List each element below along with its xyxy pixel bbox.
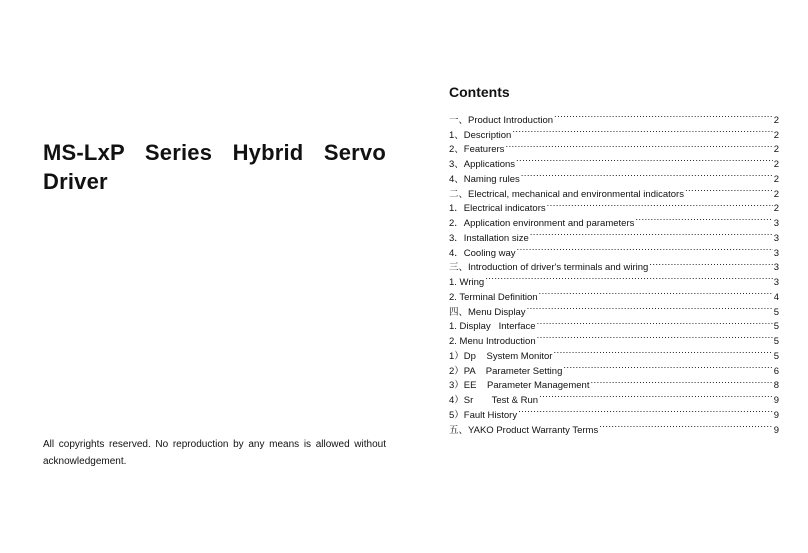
contents-heading: Contents [449, 84, 510, 100]
toc-entry-label: 四、Menu Display [449, 306, 526, 318]
toc-page-number: 9 [773, 409, 779, 421]
toc-entry-label: 4、Naming rules [449, 173, 520, 185]
toc-entry-label: 4．Cooling way [449, 247, 516, 259]
toc-dot-leader [634, 211, 772, 226]
toc-dot-leader [529, 226, 773, 241]
toc-entry[interactable] [449, 270, 779, 288]
toc-dot-leader [504, 138, 772, 153]
toc-dot-leader [684, 182, 773, 197]
toc-entry[interactable] [449, 108, 779, 126]
toc-dot-leader [511, 123, 772, 138]
toc-entry-label: 3）EE Parameter Management [449, 380, 590, 392]
toc-entry-label: 5）Fault History [449, 409, 518, 421]
toc-dot-leader [598, 418, 772, 433]
toc-page-number: 4 [773, 291, 779, 303]
toc-entry-label: 一、Product Introduction [449, 114, 554, 126]
toc-page-number: 6 [773, 365, 779, 377]
toc-dot-leader [517, 403, 773, 418]
toc-dot-leader [515, 152, 773, 167]
toc-dot-leader [589, 374, 772, 389]
toc-page-number: 5 [773, 350, 779, 362]
toc-page-number: 2 [773, 159, 779, 170]
toc-page-number: 9 [773, 395, 779, 406]
copyright-notice: All copyrights reserved. No reproduction by any means is allowed without acknowledgement. [43, 439, 386, 467]
toc-page-number: 3 [773, 218, 779, 229]
toc-entry-label: 3．Installation size [449, 232, 529, 244]
toc-page-number: 2 [773, 203, 779, 215]
toc-entry-label: 1. Display Interface [449, 321, 536, 333]
toc-dot-leader [484, 270, 773, 285]
toc-dot-leader [546, 197, 773, 212]
toc-page-number: 5 [773, 336, 779, 347]
toc-page-number: 9 [773, 424, 779, 436]
toc-dot-leader [536, 315, 773, 330]
toc-entry-label: 2．Application environment and parameters [449, 218, 635, 229]
table-of-contents [449, 108, 779, 436]
toc-page-number: 3 [773, 232, 779, 244]
toc-dot-leader [562, 359, 772, 374]
toc-page-number: 5 [773, 321, 779, 333]
right-page [449, 0, 779, 553]
toc-entry-label: 2、Featurers [449, 144, 505, 156]
toc-entry-label: 1．Electrical indicators [449, 203, 546, 215]
toc-entry-label: 1. Wring [449, 277, 485, 288]
document-title: MS-LxP Series Hybrid Servo Driver [43, 140, 386, 194]
toc-page-number: 8 [773, 380, 779, 392]
toc-dot-leader [526, 300, 773, 315]
toc-dot-leader [648, 256, 772, 271]
toc-dot-leader [536, 329, 773, 344]
toc-page-number: 3 [773, 247, 779, 259]
toc-entry-label: 五、YAKO Product Warranty Terms [449, 424, 599, 436]
toc-dot-leader [553, 108, 773, 123]
toc-page-number: 2 [773, 144, 779, 156]
toc-dot-leader [520, 167, 773, 182]
toc-dot-leader [538, 388, 773, 403]
toc-entry-label: 1）Dp System Monitor [449, 350, 553, 362]
toc-dot-leader [538, 285, 773, 300]
toc-page-number: 2 [773, 114, 779, 126]
toc-page-number: 2 [773, 173, 779, 185]
toc-entry-label: 2）PA Parameter Setting [449, 365, 563, 377]
toc-page-number: 2 [773, 129, 779, 141]
left-page [43, 0, 386, 553]
toc-entry-label: 1、Description [449, 129, 512, 141]
toc-entry-label: 4）Sr Test & Run [449, 395, 539, 406]
toc-page-number: 2 [773, 188, 779, 200]
toc-page-number: 5 [773, 306, 779, 318]
toc-dot-leader [552, 344, 772, 359]
toc-entry-label: 3、Applications [449, 159, 516, 170]
toc-page-number: 3 [773, 262, 779, 274]
toc-entry-label: 2. Menu Introduction [449, 336, 536, 347]
toc-dot-leader [516, 241, 773, 256]
toc-entry-label: 二、Electrical, mechanical and environmental indicators [449, 188, 684, 200]
toc-page-number: 3 [773, 277, 779, 288]
toc-entry-label: 三、Introduction of driver's terminals and wiring [449, 262, 649, 274]
toc-entry-label: 2. Terminal Definition [449, 291, 538, 303]
toc-entry[interactable] [449, 285, 779, 303]
